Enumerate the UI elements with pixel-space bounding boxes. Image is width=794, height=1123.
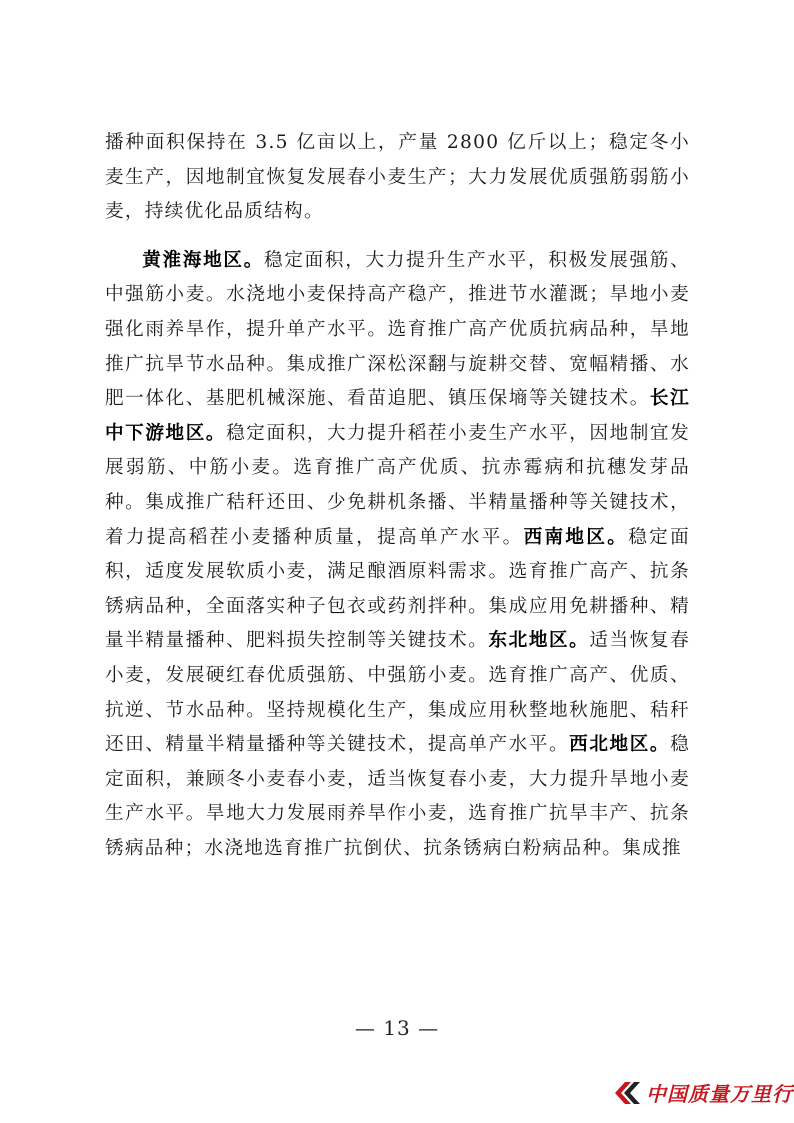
region-text-xinan: 稳定面积，适度发展软质小麦，满足酿酒原料需求。选育推广高产、抗条锈病品种，全面落实种子包衣或药剂拌种。集成应用免耕播种、精量半精量播种、肥料损失控制等关键技术。 [105, 526, 690, 652]
region-heading-changjiang: 长江中下游地区。 [105, 388, 690, 444]
region-heading-dongbei: 东北地区。 [488, 630, 590, 652]
region-text-xibei: 稳定面积，兼顾冬小麦春小麦，适当恢复春小麦，大力提升旱地小麦生产水平。旱地大力发展雨养旱作小麦，选育推广抗旱丰产、抗条锈病品种；水浇地选育推广抗倒伏、抗条锈病白粉病品种。集成推 [105, 734, 690, 859]
region-heading-huanghuaihai: 黄淮海地区。 [142, 249, 265, 271]
paragraph-1 [105, 126, 690, 230]
region-text-dongbei: 适当恢复春小麦，发展硬红春优质强筋、中强筋小麦。选育推广高产、优质、抗逆、节水品种。坚持规模化生产，集成应用秋整地秋施肥、秸秆还田、精量半精量播种等关键技术，提高单产水平。 [105, 630, 690, 756]
region-text-huanghuaihai: 稳定面积，大力提升生产水平，积极发展强筋、中强筋小麦。水浇地小麦保持高产稳产，推进节水灌溉；旱地小麦强化雨养旱作，提升单产水平。选育推广高产优质抗病品种，旱地推广抗旱节水品种。集成推广深松深翻与旋耕交替、宽幅精播、水肥一体化、基肥机械深施、看苗追肥、镇压保墒等关键技术。 [105, 249, 690, 410]
page-number: — 13 — [354, 1016, 440, 1040]
watermark-text: 中国质量万里行 [646, 1082, 793, 1106]
watermark [612, 1078, 793, 1107]
region-heading-xibei: 西北地区。 [569, 734, 671, 756]
region-heading-xinan: 西南地区。 [523, 526, 629, 548]
paragraph-2 [105, 244, 690, 867]
region-text-changjiang: 稳定面积，大力提升稻茬小麦生产水平，因地制宜发展弱筋、中筋小麦。选育推广高产优质、抗赤霉病和抗穗发芽品种。集成推广秸秆还田、少免耕机条播、半精量播种等关键技术，着力提高稻茬小麦播种质量，提高单产水平。 [105, 422, 690, 548]
brand-logo-icon [612, 1080, 642, 1106]
document-body [105, 126, 690, 866]
paragraph-text: 播种面积保持在 3.5 亿亩以上，产量 2800 亿斤以上；稳定冬小麦生产，因地制宜恢复发展春小麦生产；大力发展优质强筋弱筋小麦，持续优化品质结构。 [105, 132, 690, 223]
